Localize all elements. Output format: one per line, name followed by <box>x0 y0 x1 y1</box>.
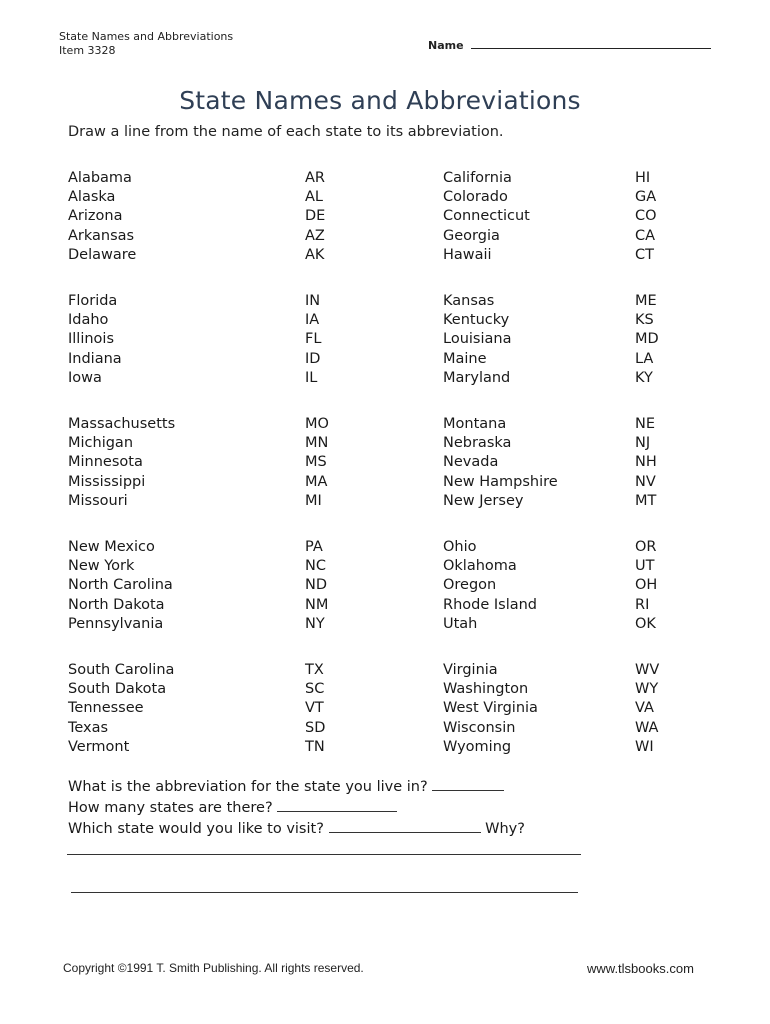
state-row <box>68 738 708 757</box>
abbreviation-left: AZ <box>305 227 325 244</box>
name-label: Name <box>428 39 464 52</box>
question-state-count-text: How many states are there? <box>68 800 273 816</box>
question-visit-text: Which state would you like to visit? <box>68 821 324 837</box>
state-name-left: Missouri <box>68 492 128 509</box>
state-row <box>68 169 708 188</box>
abbreviation-right: MT <box>635 492 657 509</box>
state-group <box>68 661 708 757</box>
abbreviation-right: OR <box>635 539 657 555</box>
question-visit <box>68 818 525 837</box>
abbreviation-right: KY <box>635 369 653 386</box>
state-row <box>68 661 708 680</box>
state-row <box>68 292 708 311</box>
state-row <box>68 207 708 226</box>
abbreviation-left: IN <box>305 293 321 309</box>
footer-copyright: Copyright ©1991 T. Smith Publishing. All rights reserved. <box>63 961 364 975</box>
state-name-left: Texas <box>68 719 109 736</box>
abbreviation-right: NJ <box>635 435 651 452</box>
abbreviation-left: AR <box>305 170 325 186</box>
abbreviation-right: WV <box>635 662 660 678</box>
state-name-left: Alaska <box>68 189 116 206</box>
state-name-left: Delaware <box>68 246 137 263</box>
abbreviation-right: VA <box>635 700 654 717</box>
abbreviation-right: NV <box>635 473 656 490</box>
abbreviation-left: ID <box>305 350 321 367</box>
abbreviation-left: NC <box>305 558 326 575</box>
state-name-right: Colorado <box>443 189 508 206</box>
state-name-left: Arizona <box>68 208 123 225</box>
state-name-left: Iowa <box>68 369 102 386</box>
state-name-right: Nebraska <box>443 435 512 452</box>
state-name-left: Illinois <box>68 331 115 348</box>
state-name-left: North Carolina <box>68 577 173 594</box>
header-worksheet-title: State Names and Abbreviations <box>59 30 234 43</box>
abbreviation-right: NH <box>635 454 657 471</box>
abbreviation-left: NY <box>305 615 325 632</box>
abbreviation-right: NE <box>635 416 656 432</box>
state-row <box>68 330 708 349</box>
state-name-right: Georgia <box>443 227 500 244</box>
abbreviation-left: SD <box>305 719 326 736</box>
state-row <box>68 188 708 207</box>
state-name-left: New Mexico <box>68 539 155 555</box>
state-row <box>68 615 708 634</box>
state-name-right: Connecticut <box>443 208 530 225</box>
state-row <box>68 576 708 595</box>
state-row <box>68 699 708 718</box>
question-abbreviation-text: What is the abbreviation for the state you live in? <box>68 779 428 795</box>
footer-website: www.tlsbooks.com <box>587 961 694 976</box>
abbreviation-left: MS <box>305 454 327 471</box>
state-name-left: Pennsylvania <box>68 615 164 632</box>
abbreviation-right: ME <box>635 293 657 309</box>
state-name-right: Montana <box>443 416 507 432</box>
abbreviation-right: LA <box>635 350 654 367</box>
state-group <box>68 538 708 634</box>
state-row <box>68 680 708 699</box>
abbreviation-right: CA <box>635 227 656 244</box>
state-name-right: Rhode Island <box>443 596 538 613</box>
state-row <box>68 311 708 330</box>
abbreviation-right: OH <box>635 577 658 594</box>
state-name-right: Utah <box>443 615 478 632</box>
question-state-count <box>68 797 397 816</box>
state-name-left: Alabama <box>68 170 132 186</box>
answer-line <box>71 892 578 893</box>
state-row <box>68 492 708 511</box>
answer-blank <box>277 797 397 812</box>
state-name-left: Indiana <box>68 350 122 367</box>
state-row <box>68 557 708 576</box>
state-name-right: Ohio <box>443 539 477 555</box>
state-row <box>68 434 708 453</box>
abbreviation-left: DE <box>305 208 326 225</box>
answer-line <box>67 854 581 855</box>
state-name-right: Oklahoma <box>443 558 517 575</box>
abbreviation-left: PA <box>305 539 323 555</box>
question-why-text: Why? <box>485 821 525 837</box>
abbreviation-left: IL <box>305 369 318 386</box>
worksheet-header <box>59 30 233 58</box>
abbreviation-left: ND <box>305 577 328 594</box>
abbreviation-right: WI <box>635 738 654 755</box>
instructions: Draw a line from the name of each state to its abbreviation. <box>68 124 504 140</box>
state-name-left: North Dakota <box>68 596 165 613</box>
state-name-left: Minnesota <box>68 454 143 471</box>
state-name-right: West Virginia <box>443 700 538 717</box>
answer-blank <box>329 818 481 833</box>
abbreviation-left: VT <box>305 700 324 717</box>
header-item-number: Item 3328 <box>59 44 116 57</box>
state-name-right: Louisiana <box>443 331 512 348</box>
state-name-left: Arkansas <box>68 227 135 244</box>
state-name-right: Wyoming <box>443 738 512 755</box>
state-name-right: California <box>443 170 512 186</box>
state-name-right: Kentucky <box>443 312 510 329</box>
state-name-left: New York <box>68 558 135 575</box>
state-row <box>68 369 708 388</box>
page-title: State Names and Abbreviations <box>179 86 581 115</box>
state-name-left: Michigan <box>68 435 134 452</box>
state-name-right: Oregon <box>443 577 497 594</box>
abbreviation-left: MA <box>305 473 328 490</box>
state-group <box>68 292 708 388</box>
abbreviation-left: AK <box>305 246 325 263</box>
answer-blank <box>432 776 504 791</box>
name-field <box>428 36 711 52</box>
state-row <box>68 538 708 557</box>
abbreviation-left: TX <box>305 662 324 678</box>
state-row <box>68 415 708 434</box>
state-name-left: South Carolina <box>68 662 175 678</box>
question-abbreviation <box>68 776 504 795</box>
abbreviation-right: WY <box>635 681 659 698</box>
state-row <box>68 719 708 738</box>
state-row <box>68 350 708 369</box>
state-name-right: Maryland <box>443 369 511 386</box>
abbreviation-left: FL <box>305 331 322 348</box>
abbreviation-right: UT <box>635 558 655 575</box>
state-name-left: Mississippi <box>68 473 146 490</box>
state-row <box>68 453 708 472</box>
abbreviation-right: CT <box>635 246 654 263</box>
state-group <box>68 169 708 265</box>
state-name-left: Idaho <box>68 312 109 329</box>
abbreviation-left: NM <box>305 596 329 613</box>
state-row <box>68 473 708 492</box>
abbreviation-right: CO <box>635 208 657 225</box>
name-blank-line <box>471 36 711 49</box>
abbreviation-left: MN <box>305 435 329 452</box>
state-name-right: Kansas <box>443 293 495 309</box>
state-row <box>68 246 708 265</box>
abbreviation-left: TN <box>305 738 325 755</box>
abbreviation-left: SC <box>305 681 325 698</box>
abbreviation-left: IA <box>305 312 320 329</box>
abbreviation-right: KS <box>635 312 654 329</box>
state-name-right: Nevada <box>443 454 499 471</box>
state-name-left: Tennessee <box>68 700 144 717</box>
abbreviation-right: HI <box>635 170 651 186</box>
abbreviation-right: WA <box>635 719 659 736</box>
state-name-left: Florida <box>68 293 118 309</box>
abbreviation-left: MI <box>305 492 322 509</box>
state-name-right: Virginia <box>443 662 498 678</box>
state-name-right: Hawaii <box>443 246 492 263</box>
state-name-right: New Jersey <box>443 492 524 509</box>
state-name-left: Massachusetts <box>68 416 176 432</box>
state-name-right: Washington <box>443 681 529 698</box>
state-name-left: South Dakota <box>68 681 167 698</box>
state-name-right: New Hampshire <box>443 473 558 490</box>
state-name-right: Maine <box>443 350 487 367</box>
state-name-left: Vermont <box>68 738 130 755</box>
abbreviation-left: MO <box>305 416 329 432</box>
state-row <box>68 596 708 615</box>
abbreviation-right: RI <box>635 596 650 613</box>
state-row <box>68 227 708 246</box>
state-name-right: Wisconsin <box>443 719 516 736</box>
abbreviation-right: GA <box>635 189 657 206</box>
abbreviation-right: MD <box>635 331 659 348</box>
abbreviation-right: OK <box>635 615 656 632</box>
state-group <box>68 415 708 511</box>
abbreviation-left: AL <box>305 189 323 206</box>
